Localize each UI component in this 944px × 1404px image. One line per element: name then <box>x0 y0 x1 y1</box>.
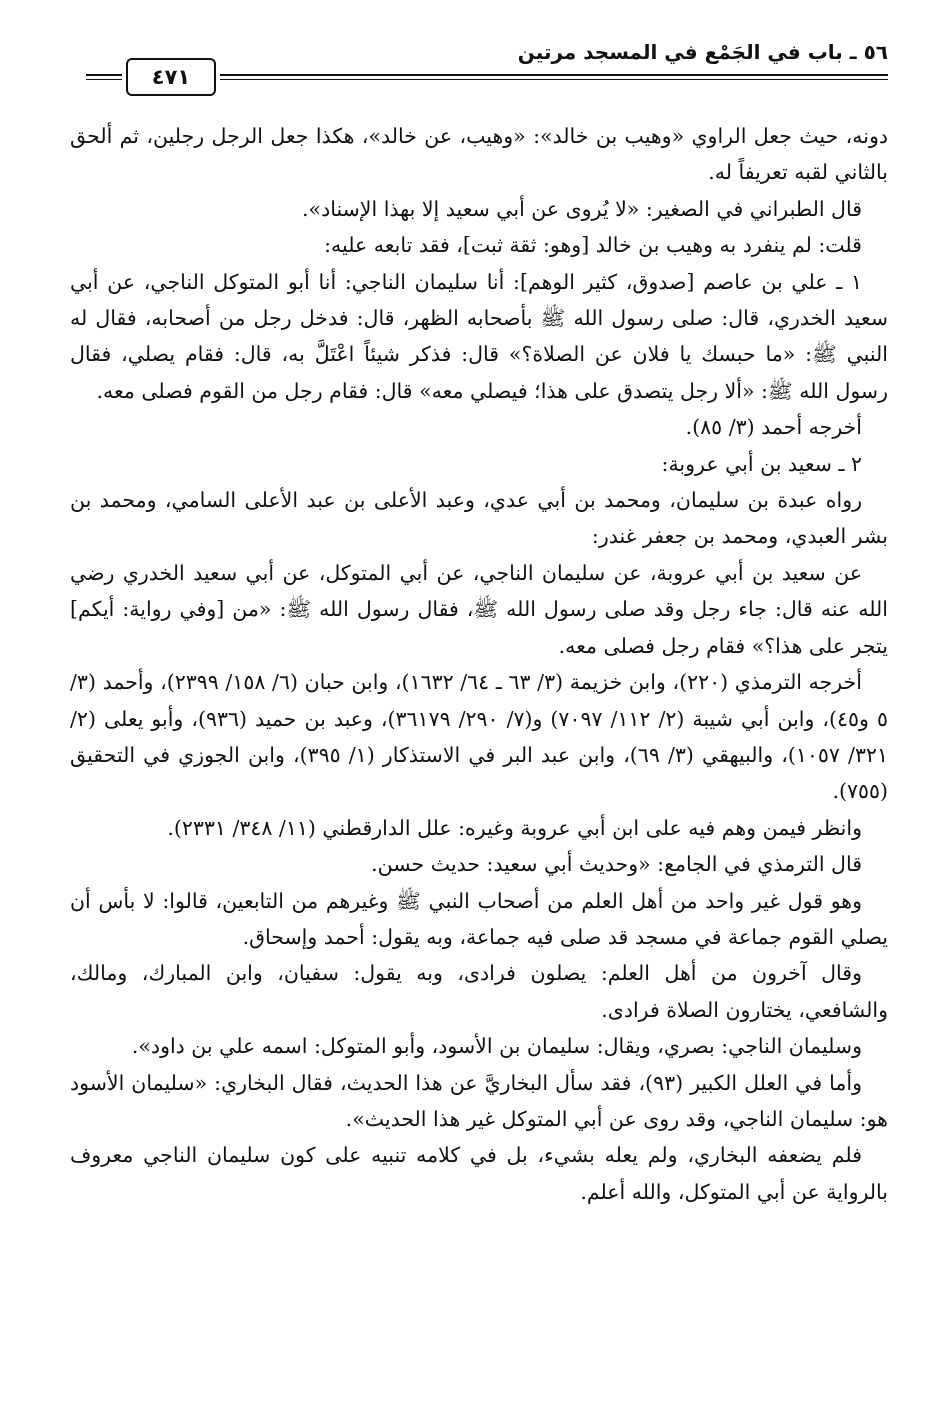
paragraph: دونه، حيث جعل الراوي «وهيب بن خالد»: «وهيب، عن خالد»، هكذا جعل الرجل رجلين، ثم ألحق بالثاني لقبه تعريفاً له. <box>70 124 888 185</box>
paragraph: قال الترمذي في الجامع: «وحديث أبي سعيد: حديث حسن. <box>371 852 862 877</box>
paragraph: ١ ـ علي بن عاصم [صدوق، كثير الوهم]: أنا سليمان الناجي: أنا أبو المتوكل الناجي، عن أبي سعيد الخدري، قال: صلى رسول الله ﷺ بأصحابه الظهر، قال: فدخل رجل من أصحابه، فقال له النبي ﷺ: «ما حبسك يا فلان عن الصلاة؟» قال: فذكر شيئاً اعْتَلَّ به، قال: فقام يصلي، فقال رسول الله ﷺ: «ألا رجل يتصدق على هذا؛ فيصلي معه» قال: فقام رجل من القوم فصلى معه. <box>70 269 888 403</box>
paragraph: أخرجه أحمد (٣/ ٨٥). <box>685 415 862 440</box>
paragraph: وهو قول غير واحد من أهل العلم من أصحاب النبي ﷺ وغيرهم من التابعين، قالوا: لا بأس أن يصلي القوم جماعة في مسجد قد صلى فيه جماعة، وبه يقول: أحمد وإسحاق. <box>70 888 888 949</box>
header-rule-short <box>86 74 122 80</box>
header-rule <box>220 74 888 80</box>
book-page <box>70 40 888 1210</box>
chapter-title: ٥٦ ـ باب في الجَمْع في المسجد مرتين <box>517 40 888 64</box>
page-number: ٤٧١ <box>126 58 216 96</box>
page-header <box>70 40 888 90</box>
paragraph: قلت: لم ينفرد به وهيب بن خالد [وهو: ثقة ثبت]، فقد تابعه عليه: <box>324 233 862 258</box>
page-body <box>70 118 888 1210</box>
paragraph: وانظر فيمن وهم فيه على ابن أبي عروبة وغيره: علل الدارقطني (١١/ ٣٤٨/ ٢٣٣١). <box>167 815 862 840</box>
paragraph: وقال آخرون من أهل العلم: يصلون فرادى، وبه يقول: سفيان، وابن المبارك، ومالك، والشافعي، يختارون الصلاة فرادى. <box>70 961 888 1022</box>
paragraph: وسليمان الناجي: بصري، ويقال: سليمان بن الأسود، وأبو المتوكل: اسمه علي بن داود». <box>131 1034 862 1059</box>
paragraph: ٢ ـ سعيد بن أبي عروبة: <box>661 451 862 476</box>
paragraph: عن سعيد بن أبي عروبة، عن سليمان الناجي، عن أبي المتوكل، عن أبي سعيد الخدري رضي الله عنه قال: جاء رجل وقد صلى رسول الله ﷺ، فقال رسول الله ﷺ: «من [وفي رواية: أيكم] يتجر على هذا؟» فقام رجل فصلى معه. <box>70 560 888 658</box>
paragraph: قال الطبراني في الصغير: «لا يُروى عن أبي سعيد إلا بهذا الإسناد». <box>302 196 862 221</box>
paragraph: فلم يضعفه البخاري، ولم يعله بشيء، بل في كلامه تنبيه على كون سليمان الناجي معروف بالرواية عن أبي المتوكل، والله أعلم. <box>70 1143 888 1204</box>
paragraph: وأما في العلل الكبير (٩٣)، فقد سأل البخاريَّ عن هذا الحديث، فقال البخاري: «سليمان الأسود هو: سليمان الناجي، وقد روى عن أبي المتوكل غير هذا الحديث». <box>70 1070 888 1131</box>
paragraph: أخرجه الترمذي (٢٢٠)، وابن خزيمة (٣/ ٦٣ ـ ٦٤/ ١٦٣٢)، وابن حبان (٦/ ١٥٨/ ٢٣٩٩)، وأحمد (٣/ ٥ و٤٥)، وابن أبي شيبة (٢/ ١١٢/ ٧٠٩٧) و(٧/ ٢٩٠/ ٣٦١٧٩)، وعبد بن حميد (٩٣٦)، وأبو يعلى (٢/ ٣٢١/ ١٠٥٧)، والبيهقي (٣/ ٦٩)، وابن عبد البر في الاستذكار (١/ ٣٩٥)، وابن الجوزي في التحقيق (٧٥٥). <box>70 670 888 804</box>
paragraph: رواه عبدة بن سليمان، ومحمد بن أبي عدي، وعبد الأعلى بن عبد الأعلى السامي، ومحمد بن بشر العبدي، ومحمد بن جعفر غندر: <box>70 488 888 549</box>
